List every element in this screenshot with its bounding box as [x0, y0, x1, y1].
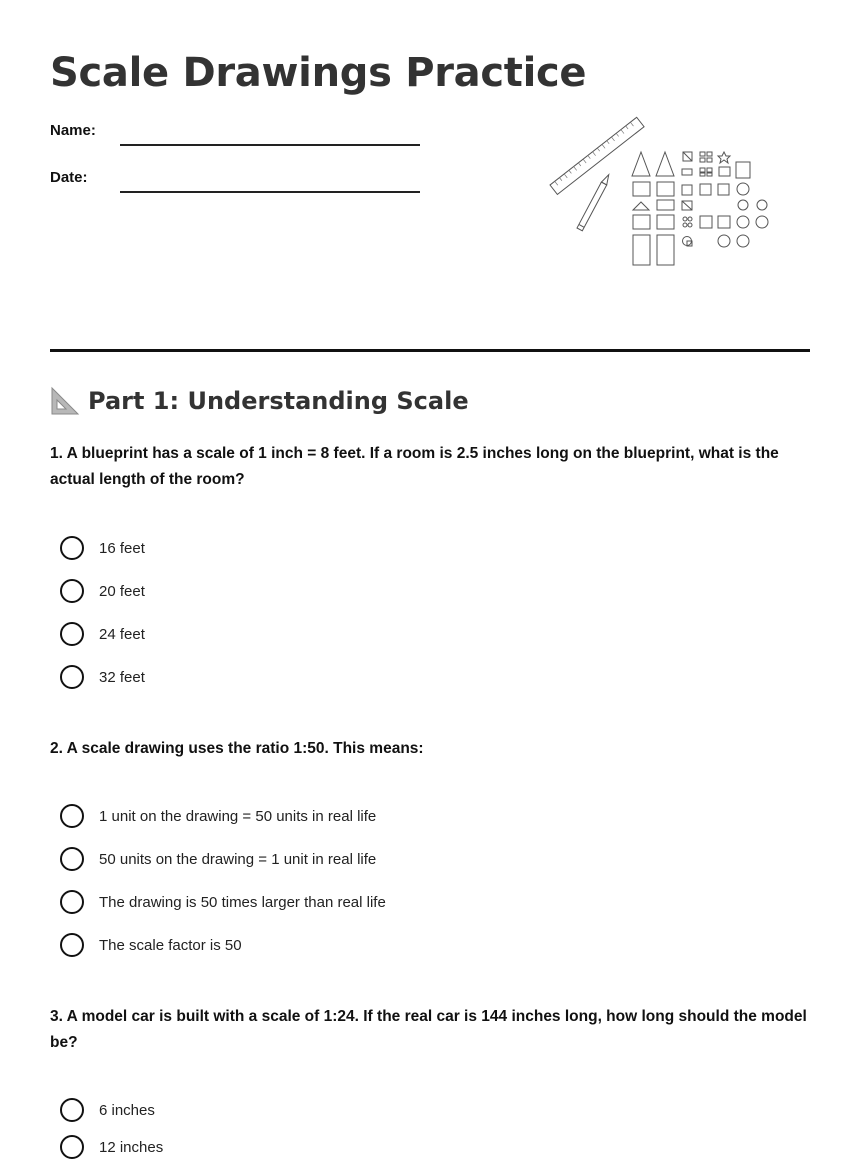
question-2-text: 2. A scale drawing uses the ratio 1:50. This means:: [50, 740, 424, 757]
question-3-option-1[interactable]: [60, 1097, 155, 1123]
option-label: 24 feet: [99, 625, 145, 643]
option-label: 32 feet: [99, 668, 145, 686]
question-1-option-1[interactable]: [60, 535, 145, 561]
radio-button[interactable]: [60, 579, 84, 603]
option-label: 12 inches: [99, 1138, 164, 1156]
option-label: 6 inches: [99, 1101, 155, 1119]
name-input-line[interactable]: [120, 144, 420, 146]
question-2-option-3[interactable]: [60, 889, 386, 915]
option-label: 1 unit on the drawing = 50 units in real life: [99, 807, 377, 825]
radio-button[interactable]: [60, 847, 84, 871]
radio-button[interactable]: [60, 622, 84, 646]
radio-button[interactable]: [60, 665, 84, 689]
section-header: [50, 386, 469, 416]
radio-button[interactable]: [60, 933, 84, 957]
option-label: 20 feet: [99, 582, 145, 600]
date-field: [50, 169, 120, 186]
option-label: The drawing is 50 times larger than real life: [99, 893, 386, 911]
question-2-option-4[interactable]: [60, 932, 242, 958]
question-2-option-1[interactable]: [60, 803, 376, 829]
radio-button[interactable]: [60, 804, 84, 828]
option-label: 16 feet: [99, 539, 145, 557]
header-divider: [50, 349, 810, 352]
question-3-option-2[interactable]: [60, 1134, 163, 1160]
option-label: The scale factor is 50: [99, 936, 242, 954]
name-field: [50, 122, 120, 139]
section-title: Part 1: Understanding Scale: [88, 387, 469, 415]
radio-button[interactable]: [60, 1098, 84, 1122]
ruler-pencil-shapes-icon: [545, 100, 775, 270]
page-title: Scale Drawings Practice: [50, 50, 587, 96]
question-3-text: 3. A model car is built with a scale of 1:24. If the real car is 144 inches long, how long should the model be?: [50, 1008, 807, 1051]
set-square-icon: [50, 386, 80, 416]
question-2-option-2[interactable]: [60, 846, 376, 872]
radio-button[interactable]: [60, 1135, 84, 1159]
question-1-text: 1. A blueprint has a scale of 1 inch = 8 feet. If a room is 2.5 inches long on the blueprint, what is the actual length of the room?: [50, 445, 779, 488]
date-input-line[interactable]: [120, 191, 420, 193]
question-1-option-2[interactable]: [60, 578, 145, 604]
question-1-option-4[interactable]: [60, 664, 145, 690]
question-1-option-3[interactable]: [60, 621, 145, 647]
name-label: Name:: [50, 122, 96, 139]
date-label: Date:: [50, 169, 88, 186]
radio-button[interactable]: [60, 536, 84, 560]
radio-button[interactable]: [60, 890, 84, 914]
option-label: 50 units on the drawing = 1 unit in real life: [99, 850, 377, 868]
